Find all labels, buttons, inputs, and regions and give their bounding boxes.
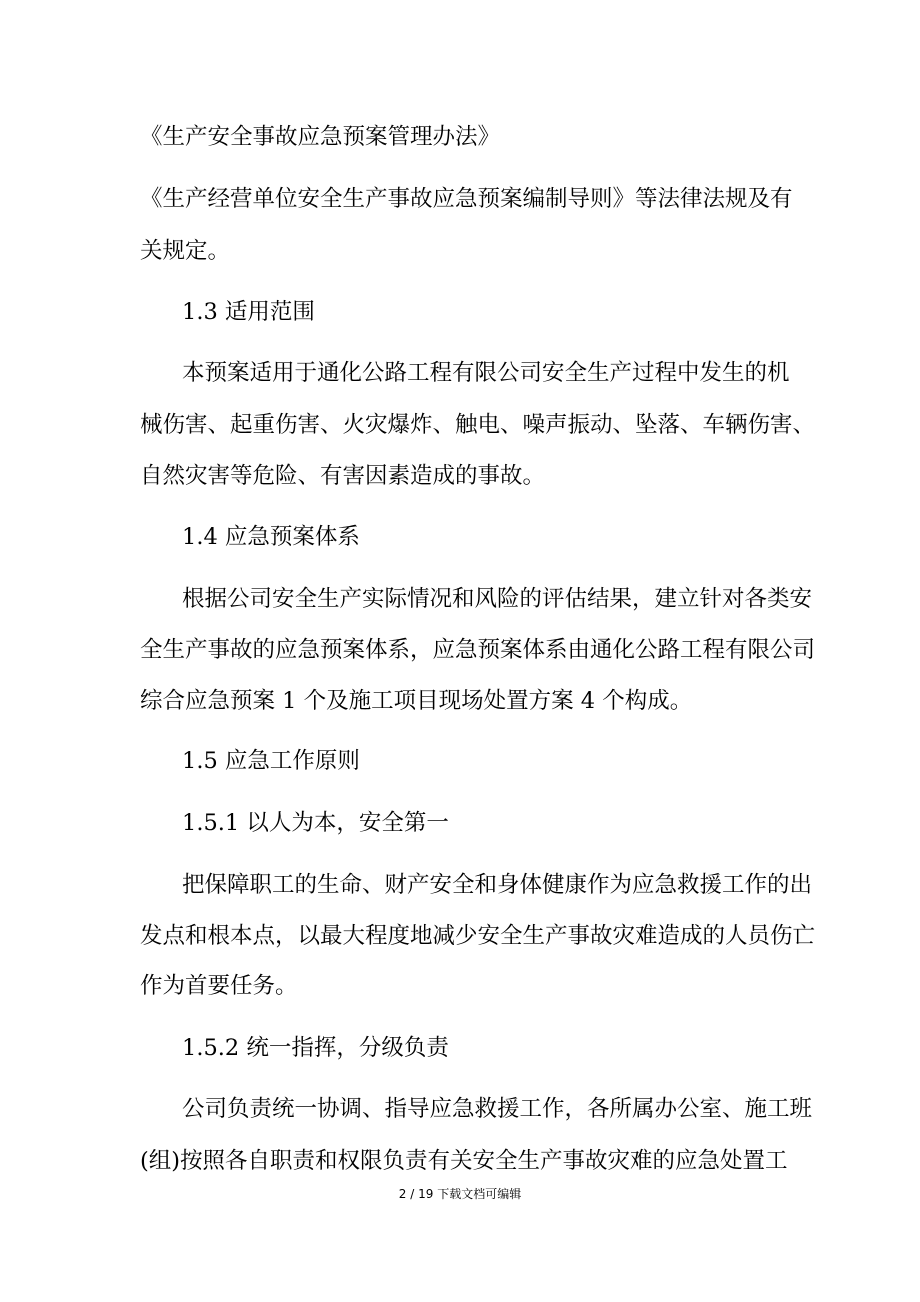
paragraph-line: (组)按照各自职责和权限负责有关安全生产事故灾难的应急处置工 (140, 1148, 788, 1174)
section-heading-1-4: 1.4 应急预案体系 (182, 524, 360, 550)
section-heading-1-5-1: 1.5.1 以人为本，安全第一 (182, 810, 449, 836)
reference-line: 《生产安全事故应急预案管理办法》 (140, 124, 501, 150)
section-heading-1-3: 1.3 适用范围 (182, 299, 315, 325)
paragraph-line: 作为首要任务。 (140, 973, 298, 999)
page-footer: 2 / 19 下载文档可编辑 (398, 1187, 522, 1201)
paragraph-line: 自然灾害等危险、有害因素造成的事故。 (140, 463, 546, 489)
paragraph-line: 《生产经营单位安全生产事故应急预案编制导则》等法律法规及有 (140, 186, 793, 212)
paragraph-line: 本预案适用于通化公路工程有限公司安全生产过程中发生的机 (182, 360, 790, 386)
paragraph-line: 关规定。 (140, 238, 231, 264)
paragraph-line: 公司负责统一协调、指导应急救援工作，各所属办公室、施工班 (182, 1096, 813, 1122)
section-heading-1-5: 1.5 应急工作原则 (182, 748, 360, 774)
paragraph-line: 全生产事故的应急预案体系，应急预案体系由通化公路工程有限公司 (140, 637, 816, 663)
paragraph-line: 根据公司安全生产实际情况和风险的评估结果，建立针对各类安 (182, 586, 813, 612)
paragraph-line: 把保障职工的生命、财产安全和身体健康作为应急救援工作的出 (182, 872, 813, 898)
paragraph-line: 综合应急预案 1 个及施工项目现场处置方案 4 个构成。 (140, 688, 693, 714)
paragraph-line: 械伤害、起重伤害、火灾爆炸、触电、噪声振动、坠落、车辆伤害、 (140, 412, 816, 438)
paragraph-line: 发点和根本点，以最大程度地减少安全生产事故灾难造成的人员伤亡 (140, 923, 816, 949)
section-heading-1-5-2: 1.5.2 统一指挥，分级负责 (182, 1035, 449, 1061)
